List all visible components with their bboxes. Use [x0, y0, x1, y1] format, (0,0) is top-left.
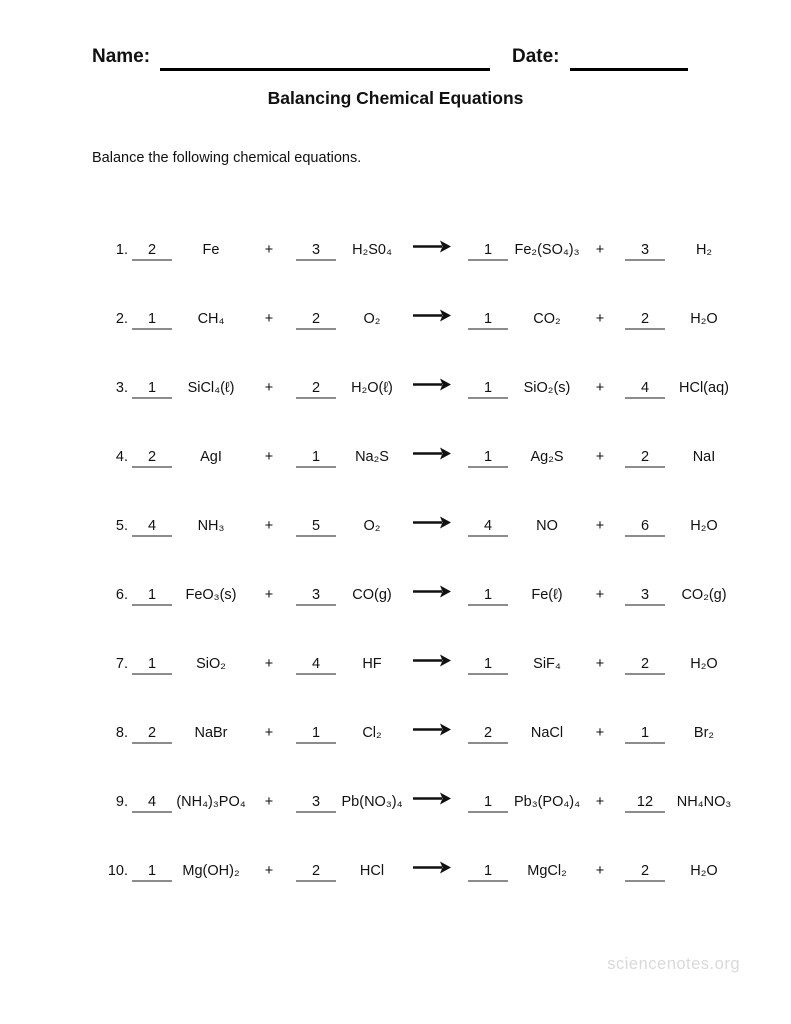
coefficient-value-4: 2 — [625, 656, 665, 675]
coefficient-blank-2[interactable] — [292, 518, 340, 537]
product-1-formula: NaCl — [530, 725, 564, 741]
coefficient-value-1: 1 — [132, 587, 172, 606]
plus-sign: + — [595, 587, 605, 603]
product-1-formula: SiF₄ — [533, 656, 561, 672]
coefficient-value-1: 4 — [132, 518, 172, 537]
product-2-formula: H₂O — [690, 656, 718, 672]
equation-row — [98, 578, 740, 606]
coefficient-value-1: 2 — [132, 449, 172, 468]
reactant-2-formula: HF — [362, 656, 382, 672]
coefficient-blank-2[interactable] — [292, 863, 340, 882]
coefficient-value-3: 1 — [468, 794, 508, 813]
page-title: Balancing Chemical Equations — [267, 88, 524, 108]
plus-sign: + — [595, 242, 605, 258]
reaction-arrow-icon — [404, 792, 460, 813]
reactant-1-formula: NaBr — [194, 725, 228, 741]
coefficient-value-3: 1 — [468, 449, 508, 468]
coefficient-value-2: 1 — [296, 725, 336, 744]
reactant-2-formula: CO(g) — [352, 587, 392, 603]
coefficient-blank-1[interactable] — [128, 518, 176, 537]
equation-number: 10. — [107, 863, 128, 879]
name-label: Name: — [92, 46, 151, 67]
coefficient-blank-4[interactable] — [622, 794, 668, 813]
coefficient-value-1: 1 — [132, 863, 172, 882]
watermark: sciencenotes.org — [607, 955, 740, 973]
coefficient-blank-1[interactable] — [128, 656, 176, 675]
coefficient-value-4: 2 — [625, 311, 665, 330]
reaction-arrow-icon — [404, 723, 460, 744]
coefficient-blank-3[interactable] — [460, 794, 516, 813]
coefficient-blank-2[interactable] — [292, 587, 340, 606]
coefficient-blank-4[interactable] — [622, 863, 668, 882]
plus-sign: + — [595, 311, 605, 327]
equation-row — [98, 854, 740, 882]
coefficient-value-4: 3 — [625, 587, 665, 606]
date-input-line[interactable] — [570, 68, 688, 71]
product-2-formula: H₂O — [690, 311, 718, 327]
coefficient-value-3: 4 — [468, 518, 508, 537]
reaction-arrow-icon — [404, 240, 460, 261]
plus-sign: + — [595, 863, 605, 879]
reactant-1-formula: NH₃ — [197, 518, 225, 534]
coefficient-blank-4[interactable] — [622, 725, 668, 744]
coefficient-blank-3[interactable] — [460, 242, 516, 261]
coefficient-blank-1[interactable] — [128, 380, 176, 399]
coefficient-value-1: 2 — [132, 725, 172, 744]
coefficient-blank-2[interactable] — [292, 242, 340, 261]
equation-number: 4. — [115, 449, 128, 465]
product-2-formula: H₂O — [690, 863, 718, 879]
date-label: Date: — [512, 46, 560, 67]
reaction-arrow-icon — [404, 447, 460, 468]
equation-row — [98, 785, 740, 813]
product-2-formula: H₂ — [695, 242, 713, 258]
coefficient-value-4: 4 — [625, 380, 665, 399]
equation-number: 2. — [115, 311, 128, 327]
coefficient-value-2: 5 — [296, 518, 336, 537]
reactant-2-formula: HCl — [359, 863, 385, 879]
reaction-arrow-icon — [404, 516, 460, 537]
reaction-arrow-icon — [404, 861, 460, 882]
coefficient-blank-4[interactable] — [622, 242, 668, 261]
reactant-1-formula: Fe — [202, 242, 220, 258]
coefficient-blank-4[interactable] — [622, 518, 668, 537]
coefficient-value-2: 1 — [296, 449, 336, 468]
coefficient-blank-2[interactable] — [292, 794, 340, 813]
coefficient-blank-1[interactable] — [128, 242, 176, 261]
equation-number: 7. — [115, 656, 128, 672]
coefficient-value-3: 1 — [468, 311, 508, 330]
coefficient-value-3: 1 — [468, 656, 508, 675]
coefficient-value-1: 1 — [132, 311, 172, 330]
coefficient-blank-1[interactable] — [128, 863, 176, 882]
coefficient-blank-3[interactable] — [460, 518, 516, 537]
reactant-1-formula: CH₄ — [197, 311, 225, 327]
instruction-text: Balance the following chemical equations. — [92, 150, 362, 166]
coefficient-blank-2[interactable] — [292, 449, 340, 468]
equation-row — [98, 716, 740, 744]
plus-sign: + — [264, 794, 274, 810]
coefficient-value-3: 1 — [468, 863, 508, 882]
coefficient-value-1: 1 — [132, 656, 172, 675]
equation-number: 1. — [115, 242, 128, 258]
equation-row — [98, 509, 740, 537]
coefficient-blank-4[interactable] — [622, 380, 668, 399]
plus-sign: + — [264, 311, 274, 327]
plus-sign: + — [264, 242, 274, 258]
plus-sign: + — [264, 449, 274, 465]
coefficient-blank-2[interactable] — [292, 380, 340, 399]
reactant-1-formula: AgI — [200, 449, 222, 465]
reactant-2-formula: Na₂S — [355, 449, 389, 465]
reactant-2-formula: O₂ — [363, 518, 381, 534]
coefficient-value-1: 1 — [132, 380, 172, 399]
reactant-2-formula: H₂S0₄ — [352, 242, 392, 258]
product-1-formula: NO — [536, 518, 558, 534]
reactant-2-formula: O₂ — [363, 311, 381, 327]
name-input-line[interactable] — [160, 68, 490, 71]
coefficient-value-1: 4 — [132, 794, 172, 813]
product-1-formula: Pb₃(PO₄)₄ — [513, 794, 581, 810]
plus-sign: + — [264, 656, 274, 672]
coefficient-blank-4[interactable] — [622, 311, 668, 330]
coefficient-blank-3[interactable] — [460, 656, 516, 675]
coefficient-blank-2[interactable] — [292, 656, 340, 675]
equations-list — [98, 233, 740, 923]
coefficient-blank-3[interactable] — [460, 587, 516, 606]
coefficient-blank-3[interactable] — [460, 449, 516, 468]
product-1-formula: Fe(ℓ) — [531, 587, 563, 603]
coefficient-value-3: 2 — [468, 725, 508, 744]
product-2-formula: Br₂ — [693, 725, 715, 741]
plus-sign: + — [595, 794, 605, 810]
reactant-1-formula: FeO₃(s) — [185, 587, 237, 603]
coefficient-blank-1[interactable] — [128, 587, 176, 606]
coefficient-value-4: 2 — [625, 449, 665, 468]
plus-sign: + — [264, 380, 274, 396]
plus-sign: + — [595, 656, 605, 672]
coefficient-blank-3[interactable] — [460, 725, 516, 744]
coefficient-value-3: 1 — [468, 587, 508, 606]
coefficient-value-2: 4 — [296, 656, 336, 675]
coefficient-value-2: 2 — [296, 311, 336, 330]
equation-row — [98, 302, 740, 330]
plus-sign: + — [264, 725, 274, 741]
coefficient-value-2: 2 — [296, 380, 336, 399]
coefficient-blank-2[interactable] — [292, 725, 340, 744]
coefficient-blank-3[interactable] — [460, 380, 516, 399]
coefficient-value-4: 6 — [625, 518, 665, 537]
plus-sign: + — [595, 380, 605, 396]
coefficient-value-2: 3 — [296, 242, 336, 261]
plus-sign: + — [264, 587, 274, 603]
coefficient-value-3: 1 — [468, 242, 508, 261]
product-2-formula: HCl(aq) — [679, 380, 729, 396]
equation-number: 9. — [115, 794, 128, 810]
coefficient-value-4: 12 — [625, 794, 665, 813]
reaction-arrow-icon — [404, 309, 460, 330]
reactant-2-formula: H₂O(ℓ) — [351, 380, 393, 396]
product-2-formula: H₂O — [690, 518, 718, 534]
equation-number: 8. — [115, 725, 128, 741]
reaction-arrow-icon — [404, 654, 460, 675]
coefficient-value-4: 3 — [625, 242, 665, 261]
plus-sign: + — [595, 725, 605, 741]
product-2-formula: NaI — [692, 449, 716, 465]
coefficient-value-2: 3 — [296, 794, 336, 813]
reaction-arrow-icon — [404, 585, 460, 606]
reactant-1-formula: SiCl₄(ℓ) — [187, 380, 235, 396]
coefficient-blank-4[interactable] — [622, 449, 668, 468]
coefficient-value-4: 1 — [625, 725, 665, 744]
equation-number: 3. — [115, 380, 128, 396]
equation-row — [98, 440, 740, 468]
coefficient-blank-4[interactable] — [622, 656, 668, 675]
coefficient-value-4: 2 — [625, 863, 665, 882]
reactant-1-formula: (NH₄)₃PO₄ — [176, 794, 246, 810]
coefficient-blank-1[interactable] — [128, 449, 176, 468]
equation-number: 6. — [115, 587, 128, 603]
coefficient-blank-3[interactable] — [460, 863, 516, 882]
reactant-2-formula: Cl₂ — [362, 725, 382, 741]
equation-number: 5. — [115, 518, 128, 534]
product-2-formula: CO₂(g) — [681, 587, 727, 603]
coefficient-blank-1[interactable] — [128, 725, 176, 744]
equation-row — [98, 371, 740, 399]
reactant-1-formula: SiO₂ — [196, 656, 226, 672]
coefficient-blank-1[interactable] — [128, 311, 176, 330]
equation-row — [98, 233, 740, 261]
product-1-formula: SiO₂(s) — [523, 380, 571, 396]
coefficient-blank-3[interactable] — [460, 311, 516, 330]
product-1-formula: Ag₂S — [530, 449, 564, 465]
coefficient-blank-2[interactable] — [292, 311, 340, 330]
product-1-formula: MgCl₂ — [527, 863, 567, 879]
product-1-formula: CO₂ — [533, 311, 561, 327]
product-1-formula: Fe₂(SO₄)₃ — [514, 242, 580, 258]
reactant-1-formula: Mg(OH)₂ — [182, 863, 240, 879]
plus-sign: + — [595, 449, 605, 465]
equation-row — [98, 647, 740, 675]
coefficient-value-2: 3 — [296, 587, 336, 606]
product-2-formula: NH₄NO₃ — [676, 794, 732, 810]
coefficient-value-3: 1 — [468, 380, 508, 399]
reaction-arrow-icon — [404, 378, 460, 399]
coefficient-blank-1[interactable] — [128, 794, 176, 813]
coefficient-value-1: 2 — [132, 242, 172, 261]
plus-sign: + — [595, 518, 605, 534]
plus-sign: + — [264, 863, 274, 879]
plus-sign: + — [264, 518, 274, 534]
coefficient-blank-4[interactable] — [622, 587, 668, 606]
coefficient-value-2: 2 — [296, 863, 336, 882]
reactant-2-formula: Pb(NO₃)₄ — [341, 794, 403, 810]
